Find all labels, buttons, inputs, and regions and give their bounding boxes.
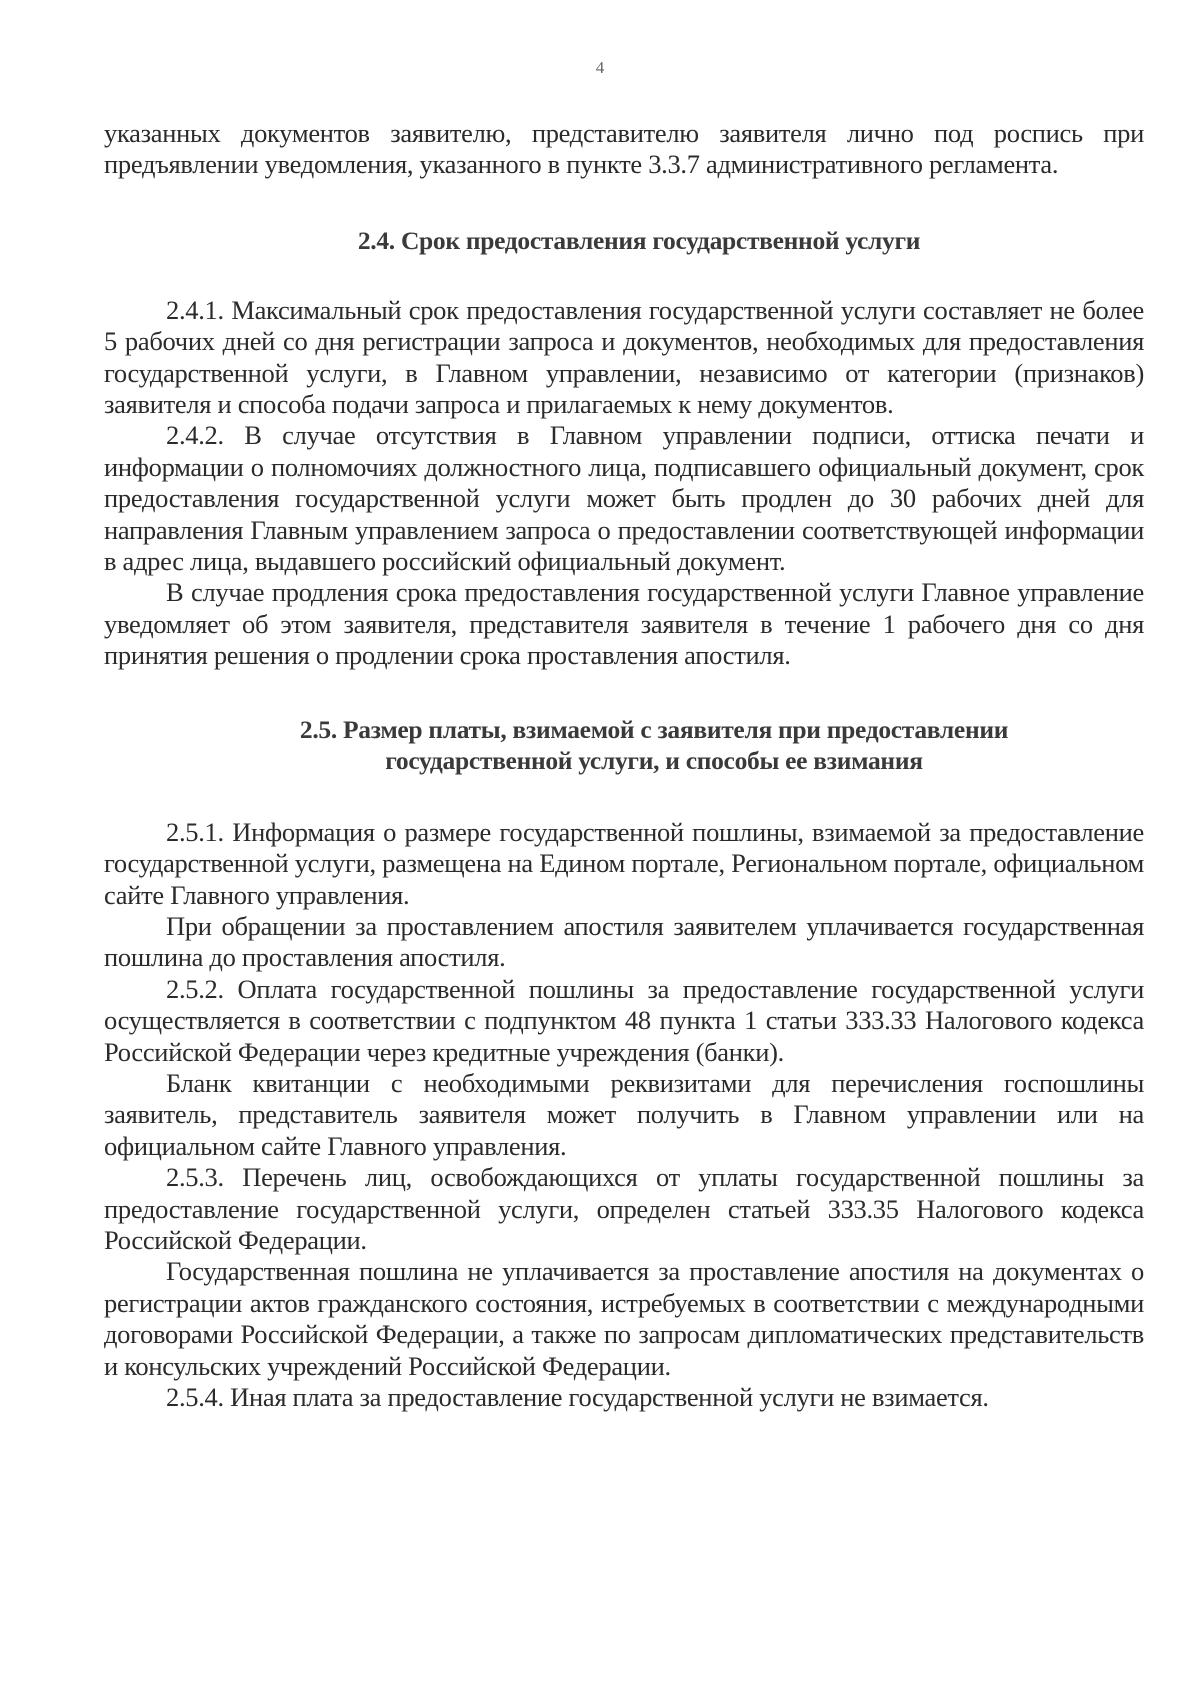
paragraph-2-4-2: 2.4.2. В случае отсутствия в Главном управлении подписи, оттиска печати и информации о полномочиях должностного лица, подписавшего официальный документ, срок предоставления государственной услуги может быть продлен до 30 рабочих дней для направления Главным управлением запроса о предоставлении соответствующей информации в адрес лица, выдавшего российский официальный документ. xyxy=(104,420,1144,577)
section-2-4-heading xyxy=(104,225,1144,256)
paragraph-2-5-2-receipt: Бланк квитанции с необходимыми реквизитами для перечисления госпошлины заявитель, представитель заявителя может получить в Главном управлении или на официальном сайте Главного управления. xyxy=(104,1067,1144,1161)
page-number: 4 xyxy=(595,58,605,77)
section-2-4-heading-text: 2.4. Срок предоставления государственной услуги xyxy=(357,225,921,255)
paragraph-2-5-4: 2.5.4. Иная плата за предоставление государственной услуги не взимается. xyxy=(166,1382,989,1412)
paragraph-2-5-1: 2.5.1. Информация о размере государственной пошлины, взимаемой за предоставление государственной услуги, размещена на Едином портале, Региональном портале, официальном сайте Главного управления. xyxy=(104,816,1144,910)
paragraph-2-4-extension: В случае продления срока предоставления государственной услуги Главное управление уведомляет об этом заявителя, представителя заявителя в течение 1 рабочего дня со дня принятия решения о продлении срока проставления апостиля. xyxy=(104,577,1144,671)
paragraph-2-4-1: 2.4.1. Максимальный срок предоставления государственной услуги составляет не более 5 рабочих дней со дня регистрации запроса и документов, необходимых для предоставления государственной услуги, в Главном управлении, независимо от категории (признаков) заявителя и способа подачи запроса и прилагаемых к нему документов. xyxy=(104,294,1144,420)
paragraph-2-5-3: 2.5.3. Перечень лиц, освобождающихся от уплаты государственной пошлины за предоставление государственной услуги, определен статьей 333.35 Налогового кодекса Российской Федерации. xyxy=(104,1162,1144,1255)
section-2-5-heading-line1: 2.5. Размер платы, взимаемой с заявителя при предоставлении xyxy=(299,714,1009,744)
paragraph-2-5-1-payment: При обращении за проставлением апостиля заявителем уплачивается государственная пошлина до проставления апостиля. xyxy=(104,910,1144,973)
intro-paragraph: указанных документов заявителю, представителю заявителя лично под роспись при предъявлении уведомления, указанного в пункте 3.3.7 административного регламента. xyxy=(104,118,1144,180)
section-2-5-heading xyxy=(104,714,1144,776)
document-body xyxy=(104,118,1144,1413)
section-2-5-heading-line2: государственной услуги, и способы ее взимания xyxy=(385,745,923,775)
paragraph-2-5-2: 2.5.2. Оплата государственной пошлины за предоставление государственной услуги осуществляется в соответствии с подпунктом 48 пункта 1 статьи 333.33 Налогового кодекса Российской Федерации через кредитные учреждения (банки). xyxy=(104,973,1144,1067)
paragraph-2-5-3-exemption: Государственная пошлина не уплачивается за проставление апостиля на документах о регистрации актов гражданского состояния, истребуемых в соответствии с международными договорами Российской Федерации, а также по запросам дипломатических представительств и консульских учреждений Российской Федерации. xyxy=(104,1256,1144,1381)
